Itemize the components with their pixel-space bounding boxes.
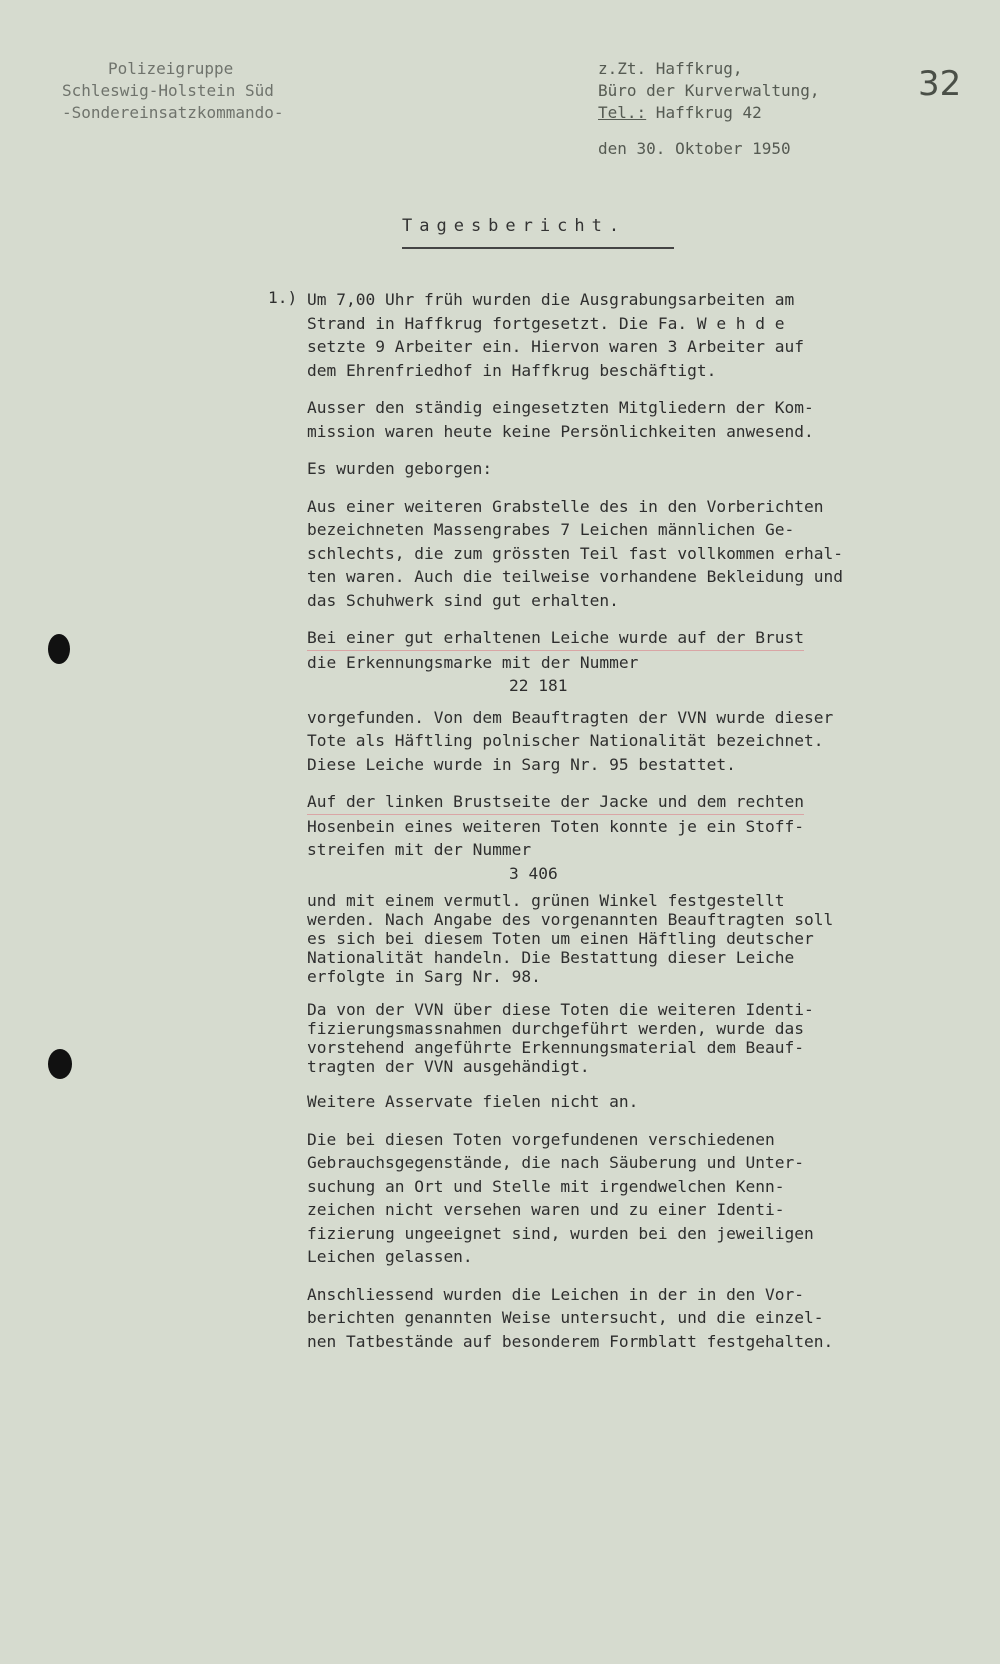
text-line: die Erkennungsmarke mit der Nummer — [307, 652, 639, 672]
text-line: fizierungsmassnahmen durchgeführt werden, wurde das — [307, 1019, 805, 1038]
text-line: Anschliessend wurden die Leichen in der in den Vor- — [307, 1284, 805, 1304]
paragraph — [307, 1000, 907, 1076]
text-line: schlechts, die zum grössten Teil fast vollkommen erhal- — [307, 543, 844, 563]
punch-hole — [48, 634, 70, 664]
paragraph — [307, 1283, 907, 1354]
telephone-label: Tel.: — [598, 103, 647, 122]
text-line: dem Ehrenfriedhof in Haffkrug beschäftigt. — [307, 360, 717, 380]
text-line: Ausser den ständig eingesetzten Mitgliedern der Kom- — [307, 398, 814, 417]
text-line: streifen mit der Nummer — [307, 840, 532, 859]
paragraph — [307, 396, 907, 443]
identification-number: 3 406 — [509, 863, 558, 883]
text-line: Weitere Asservate fielen nicht an. — [307, 1092, 639, 1111]
text-line: mission waren heute keine Persönlichkeiten anwesend. — [307, 421, 814, 441]
paragraph — [307, 457, 907, 481]
text-line: suchung an Ort und Stelle mit irgendwelchen Kenn- — [307, 1176, 785, 1196]
title-underline — [402, 247, 674, 249]
paragraph — [307, 626, 907, 698]
text-line: Leichen gelassen. — [307, 1247, 473, 1266]
text-line: tragten der VVN ausgehändigt. — [307, 1057, 590, 1076]
text-line: Gebrauchsgegenstände, die nach Säuberung und Unter- — [307, 1153, 805, 1172]
paragraph — [307, 1090, 907, 1114]
paragraph — [307, 790, 907, 885]
sender-block — [62, 58, 284, 124]
paragraph — [307, 495, 907, 613]
text-line: Auf der linken Brustseite der Jacke und dem rechten — [307, 790, 804, 815]
page-number: 32 — [918, 64, 962, 104]
text-line: werden. Nach Angabe des vorgenannten Beauftragten soll — [307, 910, 834, 929]
item-number: 1.) — [268, 288, 298, 307]
identification-number: 22 181 — [509, 676, 568, 695]
paragraph — [307, 891, 907, 986]
text-line: berichten genannten Weise untersucht, und die einzel- — [307, 1308, 824, 1327]
text-line: Diese Leiche wurde in Sarg Nr. 95 bestattet. — [307, 754, 736, 774]
text-line: Strand in Haffkrug fortgesetzt. Die Fa. W e h d e — [307, 313, 785, 333]
text-line: fizierung ungeeignet sind, wurden bei den jeweiligen — [307, 1223, 814, 1243]
text-line: Nationalität handeln. Die Bestattung dieser Leiche — [307, 948, 795, 967]
punch-hole — [48, 1049, 72, 1079]
location-line: Büro der Kurverwaltung, — [598, 81, 820, 100]
location-block — [598, 58, 820, 160]
text-line: nen Tatbestände auf besonderem Formblatt festgehalten. — [307, 1331, 834, 1351]
text-line: es sich bei diesem Toten um einen Häftling deutscher — [307, 929, 814, 948]
text-line: bezeichneten Massengrabes 7 Leichen männlichen Ge- — [307, 520, 795, 539]
telephone-value: Haffkrug 42 — [646, 103, 762, 122]
text-line: Tote als Häftling polnischer Nationalität bezeichnet. — [307, 731, 824, 750]
report-body — [307, 288, 907, 1367]
text-line: zeichen nicht versehen waren und zu einer Identi- — [307, 1200, 785, 1219]
text-line: vorgefunden. Von dem Beauftragten der VVN wurde dieser — [307, 707, 834, 727]
sender-line: Schleswig-Holstein Süd — [62, 81, 274, 100]
text-line: das Schuhwerk sind gut erhalten. — [307, 590, 619, 610]
text-line: Es wurden geborgen: — [307, 459, 493, 478]
text-line: Da von der VVN über diese Toten die weiteren Identi- — [307, 1000, 814, 1019]
text-line: Aus einer weiteren Grabstelle des in den Vorberichten — [307, 496, 824, 516]
text-line: vorstehend angeführte Erkennungsmaterial dem Beauf- — [307, 1038, 805, 1057]
document-title: Tagesbericht. — [402, 216, 627, 236]
telephone-line — [598, 102, 820, 124]
document-date: den 30. Oktober 1950 — [598, 139, 791, 158]
sender-line: Polizeigruppe — [108, 59, 234, 78]
text-line: ten waren. Auch die teilweise vorhandene Bekleidung und — [307, 567, 844, 586]
text-line: Bei einer gut erhaltenen Leiche wurde auf der Brust — [307, 626, 804, 651]
location-line: z.Zt. Haffkrug, — [598, 59, 743, 78]
text-line: und mit einem vermutl. grünen Winkel festgestellt — [307, 891, 785, 910]
text-line: erfolgte in Sarg Nr. 98. — [307, 967, 541, 986]
paragraph — [307, 706, 907, 777]
paragraph — [307, 288, 907, 382]
text-line: setzte 9 Arbeiter ein. Hiervon waren 3 Arbeiter auf — [307, 337, 805, 356]
text-line: Hosenbein eines weiteren Toten konnte je ein Stoff- — [307, 816, 805, 836]
text-line: Die bei diesen Toten vorgefundenen verschiedenen — [307, 1129, 775, 1149]
paragraph — [307, 1128, 907, 1269]
sender-line: -Sondereinsatzkommando- — [62, 103, 284, 122]
text-line: Um 7,00 Uhr früh wurden die Ausgrabungsarbeiten am — [307, 290, 795, 309]
